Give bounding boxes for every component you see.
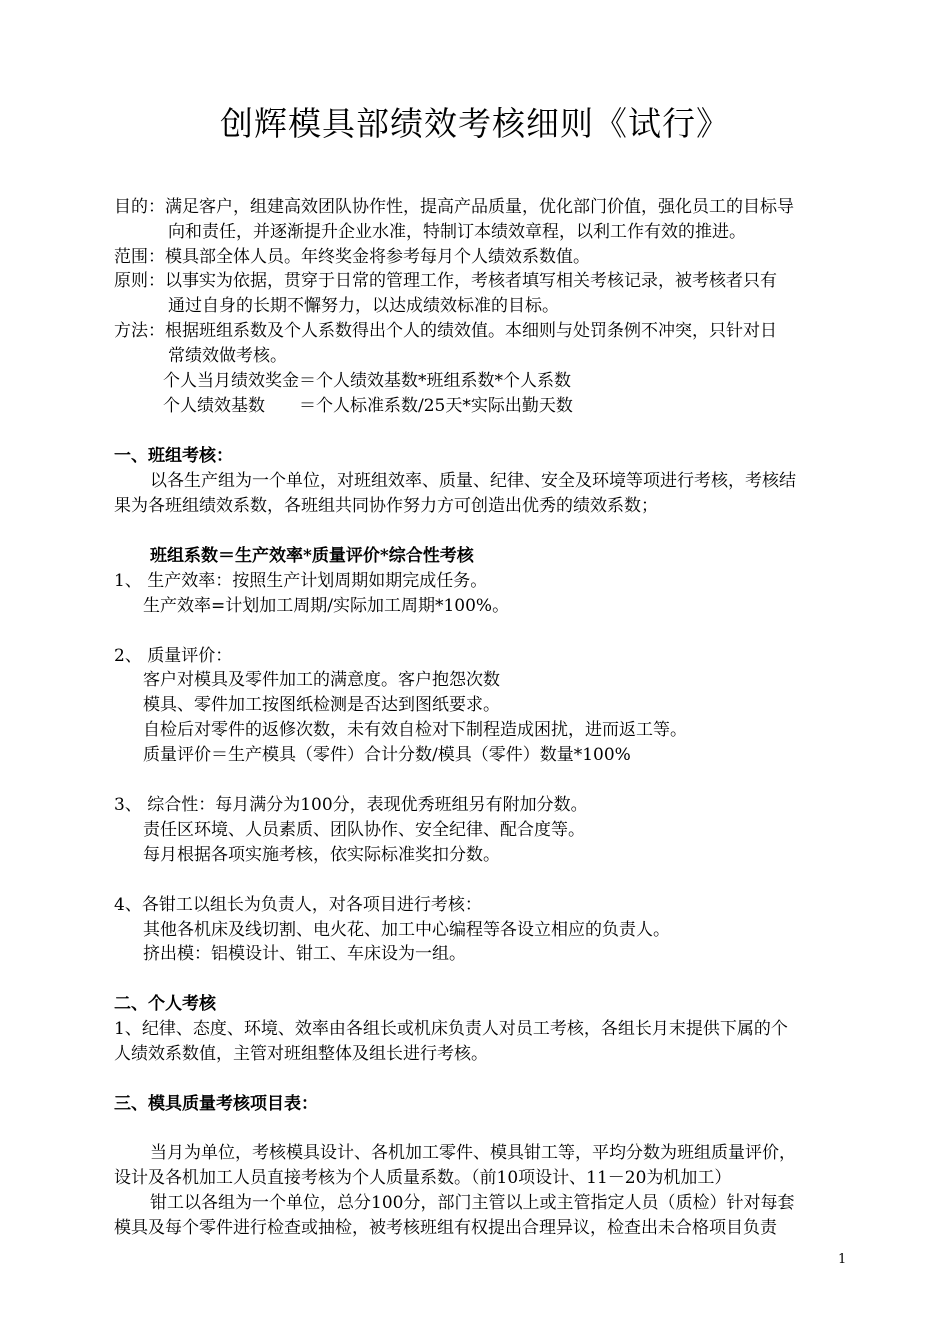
item-4-line-2: 挤出模：铝模设计、钳工、车床设为一组。	[143, 944, 466, 964]
item-2-formula: 质量评价＝生产模具（零件）合计分数/模具（零件）数量*100%	[143, 745, 631, 765]
item-2-line-1: 客户对模具及零件加工的满意度。客户抱怨次数	[143, 670, 500, 690]
item-1-efficiency: 1、 生产效率：按照生产计划周期如期完成任务。	[114, 571, 488, 591]
method-line-1: 方法：根据班组系数及个人系数得出个人的绩效值。本细则与处罚条例不冲突，只针对日	[114, 321, 777, 341]
item-2-quality: 2、 质量评价：	[114, 646, 233, 666]
scope-line: 范围：模具部全体人员。年终奖金将参考每月个人绩效系数值。	[114, 247, 590, 267]
section-3-para-2-line-1: 钳工以各组为一个单位，总分100分，部门主管以上或主管指定人员（质检）针对每套	[150, 1193, 795, 1213]
section-1-para-line-2: 果为各班组绩效系数，各班组共同协作努力方可创造出优秀的绩效系数；	[114, 496, 658, 516]
principle-line-2: 通过自身的长期不懈努力，以达成绩效标准的目标。	[168, 296, 559, 316]
section-2-line-1: 1、纪律、态度、环境、效率由各组长或机床负责人对员工考核，各组长月末提供下属的个	[114, 1019, 788, 1039]
section-3-heading: 三、模具质量考核项目表：	[114, 1094, 318, 1114]
item-2-line-3: 自检后对零件的返修次数，未有效自检对下制程造成困扰，进而返工等。	[143, 720, 687, 740]
item-3-line-2: 每月根据各项实施考核，依实际标准奖扣分数。	[143, 845, 500, 865]
item-4-line-1: 其他各机床及线切割、电火花、加工中心编程等各设立相应的负责人。	[143, 920, 670, 940]
principle-line-1: 原则：以事实为依据，贯穿于日常的管理工作，考核者填写相关考核记录，被考核者只有	[114, 271, 777, 291]
section-3-para-1-line-1: 当月为单位，考核模具设计、各机加工零件、模具钳工等，平均分数为班组质量评价，	[150, 1143, 796, 1163]
item-1-formula: 生产效率=计划加工周期/实际加工周期*100%。	[143, 596, 510, 616]
section-1-para-line-1: 以各生产组为一个单位，对班组效率、质量、纪律、安全及环境等项进行考核，考核结	[150, 471, 796, 491]
purpose-line-1: 目的：满足客户，组建高效团队协作性，提高产品质量，优化部门价值，强化员工的目标导	[114, 197, 794, 217]
section-3-para-1-line-2: 设计及各机加工人员直接考核为个人质量系数。（前10项设计、11－20为机加工）	[114, 1168, 732, 1188]
purpose-line-2: 向和责任，并逐渐提升企业水准，特制订本绩效章程，以利工作有效的推进。	[168, 222, 746, 242]
item-3-line-1: 责任区环境、人员素质、团队协作、安全纪律、配合度等。	[143, 820, 585, 840]
item-3-comprehensive: 3、 综合性：每月满分为100分，表现优秀班组另有附加分数。	[114, 795, 588, 815]
formula-bonus: 个人当月绩效奖金＝个人绩效基数*班组系数*个人系数	[163, 371, 571, 391]
section-2-line-2: 人绩效系数值，主管对班组整体及组长进行考核。	[114, 1044, 488, 1064]
formula-base: 个人绩效基数 ＝个人标准系数/25天*实际出勤天数	[163, 396, 573, 416]
document-title: 创辉模具部绩效考核细则《试行》	[220, 104, 730, 143]
page-number: 1	[838, 1252, 847, 1267]
section-2-heading: 二、个人考核	[114, 994, 216, 1014]
section-1-heading: 一、班组考核：	[114, 446, 233, 466]
section-3-para-2-line-2: 模具及每个零件进行检查或抽检，被考核班组有权提出合理异议，检查出未合格项目负责	[114, 1218, 777, 1238]
team-coefficient-formula: 班组系数＝生产效率*质量评价*综合性考核	[150, 546, 474, 566]
item-2-line-2: 模具、零件加工按图纸检测是否达到图纸要求。	[143, 695, 500, 715]
method-line-2: 常绩效做考核。	[168, 346, 287, 366]
item-4-fitter: 4、各钳工以组长为负责人，对各项目进行考核：	[114, 895, 482, 915]
